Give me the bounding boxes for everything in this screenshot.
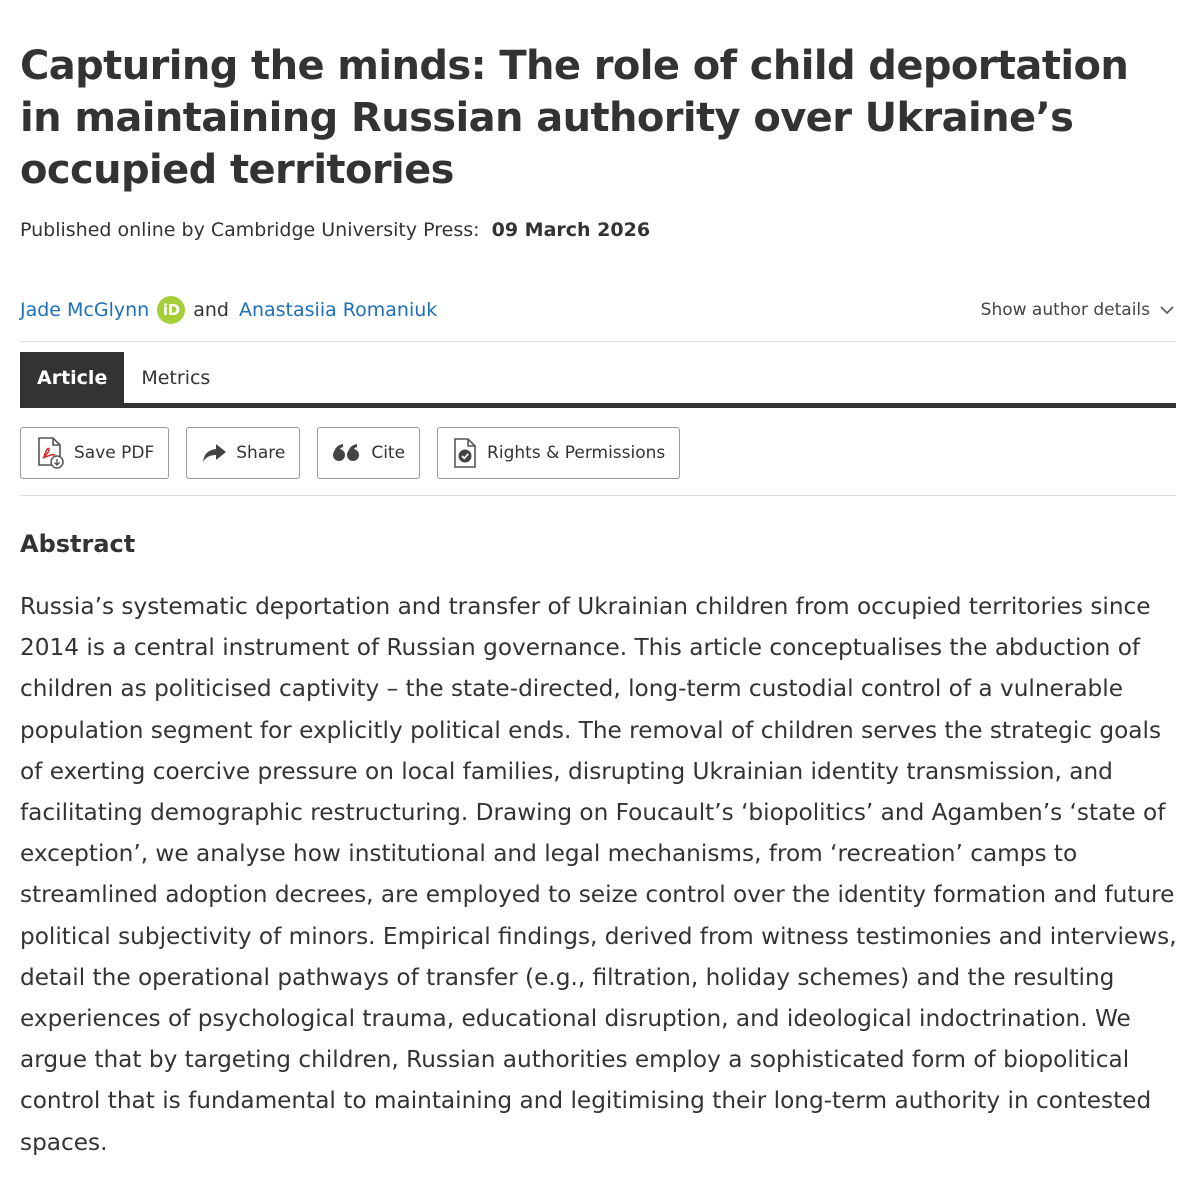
show-author-details-label: Show author details — [980, 300, 1150, 320]
rights-permissions-label: Rights & Permissions — [487, 443, 666, 463]
abstract-body: Russia’s systematic deportation and transfer of Ukrainian children from occupied territories since 2014 is a central instrument of Russian governance. This article conceptualises the abduction of children as politicised captivity – the state-directed, long-term custodial control of a vulnerable population segment for explicitly political ends. The removal of children serves the strategic goals of exerting coercive pressure on local families, disrupting Ukrainian identity transmission, and facilitating demographic restructuring. Drawing on Foucault’s ‘biopolitics’ and Agamben’s ‘state of exception’, we analyse how institutional and legal mechanisms, from ‘recreation’ camps to streamlined adoption decrees, are employed to seize control over the identity formation and future political subjectivity of minors. Empirical findings, derived from witness testimonies and interviews, detail the operational pathways of transfer (e.g., filtration, holiday schemes) and the resulting experiences of psychological trauma, educational disruption, and ideological indoctrination. We argue that by targeting children, Russian authorities employ a sophisticated form of biopolitical control that is fundamental to maintaining and legitimising their long-term authority in contested spaces. — [20, 593, 1177, 1156]
share-button[interactable] — [186, 427, 300, 479]
chevron-down-icon — [1158, 301, 1176, 319]
orcid-icon[interactable]: iD — [157, 296, 185, 324]
cite-label: Cite — [371, 443, 406, 463]
tab-article-label: Article — [37, 367, 108, 389]
article-title: Capturing the minds: The role of child deportation in maintaining Russian authority over Ukraine’s occupied territories — [20, 43, 1129, 193]
author-connector: and — [193, 299, 229, 321]
article-tabs — [20, 352, 1176, 404]
share-label: Share — [236, 443, 286, 463]
cite-button[interactable] — [317, 427, 420, 479]
pdf-download-icon — [35, 436, 65, 470]
author-divider — [20, 341, 1176, 342]
author-link-jade-mcglynn[interactable]: Jade McGlynn — [20, 299, 150, 321]
author-list — [20, 295, 437, 325]
actions-divider — [20, 495, 1176, 496]
quote-icon — [332, 443, 362, 463]
share-arrow-icon — [201, 442, 227, 464]
tab-article[interactable] — [20, 352, 124, 404]
save-pdf-button[interactable] — [20, 427, 169, 479]
published-date: 09 March 2026 — [491, 219, 651, 241]
tab-metrics-label: Metrics — [141, 367, 211, 389]
rights-permissions-button[interactable] — [437, 427, 680, 479]
author-link-anastasiia-romaniuk[interactable]: Anastasiia Romaniuk — [238, 299, 438, 321]
published-label: Published online by Cambridge University Press: — [20, 219, 480, 241]
tab-metrics[interactable] — [124, 352, 227, 404]
save-pdf-label: Save PDF — [74, 443, 155, 463]
publication-line — [20, 216, 650, 244]
abstract-heading: Abstract — [20, 530, 136, 558]
article-actions-toolbar — [20, 427, 680, 479]
show-author-details-toggle[interactable] — [981, 295, 1176, 325]
document-check-icon — [452, 437, 478, 469]
tab-underline-bar — [20, 403, 1176, 408]
